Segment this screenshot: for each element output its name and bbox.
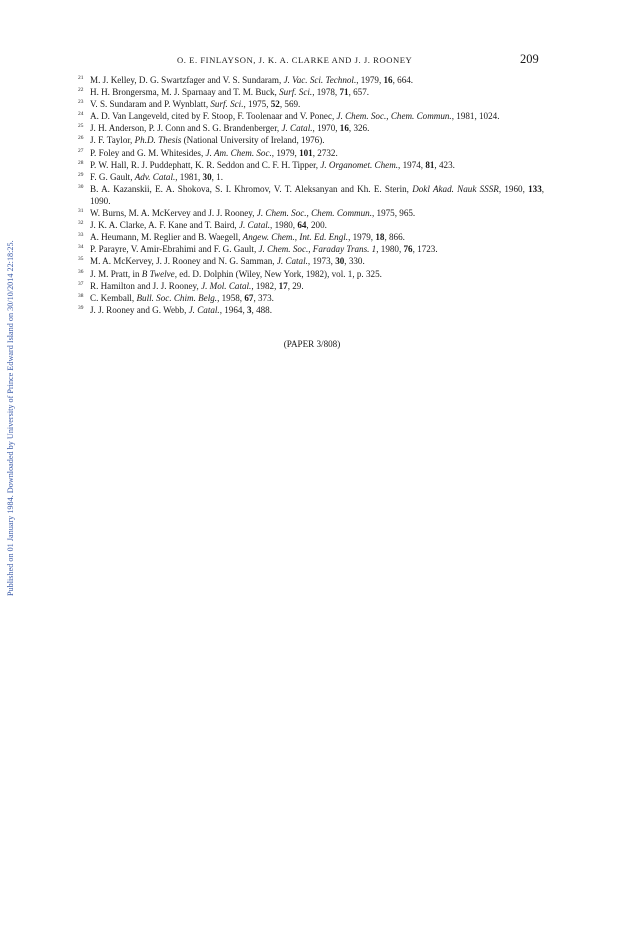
reference-text: , 1979, bbox=[271, 147, 300, 158]
volume-number: 81 bbox=[425, 159, 435, 170]
reference-38 bbox=[78, 292, 544, 304]
download-notice bbox=[2, 126, 20, 596]
journal-title: J. Catal. bbox=[281, 123, 313, 134]
volume-number: 71 bbox=[339, 87, 349, 98]
reference-text: , 1723. bbox=[412, 244, 438, 255]
reference-25 bbox=[78, 122, 544, 134]
reference-text: , 1974, bbox=[398, 159, 426, 170]
reference-number: 25 bbox=[78, 123, 84, 130]
reference-text: F. G. Gault, bbox=[90, 171, 135, 182]
volume-number: 16 bbox=[383, 75, 393, 85]
reference-text: , 1090. bbox=[90, 183, 545, 206]
journal-title: B Twelve bbox=[141, 268, 175, 279]
reference-text: A. D. Van Langeveld, cited by F. Stoop, F. Toolenaar and V. Ponec, bbox=[90, 111, 337, 122]
reference-29 bbox=[78, 171, 544, 183]
reference-text: , 1981, 1024. bbox=[451, 111, 500, 122]
reference-list bbox=[78, 74, 544, 316]
reference-text: R. Hamilton and J. J. Rooney, bbox=[90, 280, 202, 291]
journal-title: Dokl Akad. Nauk SSSR bbox=[412, 183, 499, 194]
reference-35 bbox=[78, 255, 544, 267]
reference-22 bbox=[78, 86, 544, 98]
page-number: 209 bbox=[520, 52, 539, 66]
reference-21 bbox=[78, 74, 544, 86]
reference-text: J. J. Rooney and G. Webb, bbox=[90, 304, 189, 315]
reference-text: C. Kemball, bbox=[90, 292, 137, 303]
reference-text: J. F. Taylor, bbox=[90, 135, 135, 146]
reference-number: 22 bbox=[78, 87, 84, 94]
reference-31 bbox=[78, 207, 544, 219]
reference-number: 34 bbox=[78, 244, 84, 251]
reference-text: , 1970, bbox=[312, 123, 340, 134]
reference-text: H. H. Brongersma, M. J. Sparnaay and T. M. Buck, bbox=[90, 87, 280, 98]
reference-number: 36 bbox=[78, 268, 84, 275]
reference-text: , 1. bbox=[211, 171, 223, 182]
reference-text: , 488. bbox=[251, 304, 272, 315]
volume-number: 67 bbox=[244, 292, 254, 303]
running-head-authors: O. E. FINLAYSON, J. K. A. CLARKE AND J. J. ROONEY bbox=[177, 55, 413, 65]
reference-text: , 569. bbox=[279, 99, 301, 110]
reference-number: 37 bbox=[78, 280, 84, 287]
reference-text: J. H. Anderson, P. J. Conn and S. G. Brandenberger, bbox=[90, 123, 282, 134]
reference-text: , 1981, bbox=[175, 171, 203, 182]
reference-text: , 657. bbox=[348, 87, 370, 98]
paper-code: (PAPER 3/808) bbox=[283, 339, 341, 349]
reference-text: , 1980, bbox=[376, 244, 404, 255]
reference-text: M. J. Kelley, D. G. Swartzfager and V. S. Sundaram, bbox=[90, 75, 284, 85]
volume-number: 17 bbox=[278, 280, 288, 291]
reference-text: , 330. bbox=[344, 256, 365, 267]
journal-title: Adv. Catal. bbox=[134, 171, 176, 182]
reference-number: 28 bbox=[78, 159, 84, 166]
volume-number: 30 bbox=[202, 171, 212, 182]
reference-text: , 1980, bbox=[270, 220, 298, 231]
journal-title: J. Vac. Sci. Technol. bbox=[283, 75, 357, 85]
reference-text: , 1960, bbox=[498, 183, 529, 194]
reference-text: , 1978, bbox=[312, 87, 340, 98]
reference-text: P. W. Hall, R. J. Puddephatt, K. R. Seddon and C. F. H. Tipper, bbox=[90, 159, 321, 170]
journal-title: J. Catal. bbox=[238, 220, 271, 231]
journal-title: J. Mol. Catal. bbox=[201, 280, 252, 291]
reference-27 bbox=[78, 147, 544, 159]
reference-text: , 1958, bbox=[217, 292, 245, 303]
reference-text: V. S. Sundaram and P. Wynblatt, bbox=[90, 99, 211, 110]
journal-title: J. Catal. bbox=[188, 304, 220, 315]
journal-title: Angew. Chem., Int. Ed. Engl. bbox=[242, 232, 349, 243]
reference-text: W. Burns, M. A. McKervey and J. J. Rooney, bbox=[90, 208, 257, 219]
volume-number: 64 bbox=[297, 220, 307, 231]
reference-text: , 200. bbox=[306, 220, 327, 231]
reference-text: P. Parayre, V. Amir-Ebrahimi and F. G. Gault, bbox=[90, 244, 259, 255]
reference-text: , 1975, bbox=[243, 99, 271, 110]
volume-number: 52 bbox=[270, 99, 280, 110]
reference-text: , 1964, bbox=[219, 304, 247, 315]
reference-23 bbox=[78, 98, 544, 110]
reference-text: (National University of Ireland, 1976). bbox=[181, 135, 325, 146]
volume-number: 3 bbox=[246, 304, 252, 315]
volume-number: 18 bbox=[375, 232, 385, 243]
reference-number: 21 bbox=[78, 75, 84, 81]
reference-number: 33 bbox=[78, 232, 84, 239]
volume-number: 133 bbox=[528, 183, 542, 194]
reference-text: , 1979, bbox=[348, 232, 376, 243]
reference-text: M. A. McKervey, J. J. Rooney and N. G. Samman, bbox=[90, 256, 277, 267]
reference-text: , 2732. bbox=[312, 147, 338, 158]
reference-number: 29 bbox=[78, 171, 84, 178]
reference-text: A. Heumann, M. Reglier and B. Waegell, bbox=[90, 232, 243, 243]
reference-39 bbox=[78, 304, 544, 316]
journal-title: J. Chem. Soc., Faraday Trans. 1 bbox=[258, 244, 377, 255]
reference-text: , 664. bbox=[392, 75, 414, 85]
reference-text: J. M. Pratt, in bbox=[90, 268, 142, 279]
reference-number: 30 bbox=[78, 183, 84, 190]
reference-30 bbox=[78, 183, 544, 207]
reference-text: , 1975, 965. bbox=[371, 208, 416, 219]
reference-number: 39 bbox=[78, 304, 84, 311]
reference-36 bbox=[78, 268, 544, 280]
reference-text: J. K. A. Clarke, A. F. Kane and T. Baird, bbox=[90, 220, 239, 231]
reference-26 bbox=[78, 134, 544, 146]
reference-text: , 373. bbox=[253, 292, 274, 303]
journal-title: J. Chem. Soc., Chem. Commun. bbox=[256, 208, 372, 219]
reference-32 bbox=[78, 219, 544, 231]
reference-number: 23 bbox=[78, 99, 84, 106]
journal-title: J. Organomet. Chem. bbox=[320, 159, 399, 170]
reference-24 bbox=[78, 110, 544, 122]
reference-text: , 866. bbox=[384, 232, 405, 243]
journal-title: Surf. Sci. bbox=[210, 99, 244, 110]
reference-text: , 1979, bbox=[356, 75, 384, 85]
reference-text: , 423. bbox=[434, 159, 455, 170]
reference-text: P. Foley and G. M. Whitesides, bbox=[90, 147, 206, 158]
reference-number: 35 bbox=[78, 256, 84, 263]
reference-number: 31 bbox=[78, 208, 84, 215]
volume-number: 16 bbox=[339, 123, 349, 134]
reference-text: B. A. Kazanskii, E. A. Shokova, S. I. Khromov, V. T. Aleksanyan and Kh. E. Sterin, bbox=[90, 183, 413, 194]
reference-text: , ed. D. Dolphin (Wiley, New York, 1982), vol. 1, p. 325. bbox=[174, 268, 382, 279]
reference-37 bbox=[78, 280, 544, 292]
reference-text: , 1973, bbox=[307, 256, 336, 267]
journal-title: J. Catal. bbox=[276, 256, 308, 267]
reference-33 bbox=[78, 231, 544, 243]
reference-number: 27 bbox=[78, 147, 84, 154]
volume-number: 76 bbox=[403, 244, 413, 255]
reference-number: 26 bbox=[78, 135, 84, 142]
journal-title: Bull. Soc. Chim. Belg. bbox=[136, 292, 218, 303]
journal-title: Surf. Sci. bbox=[279, 87, 313, 98]
volume-number: 30 bbox=[335, 256, 345, 267]
journal-title: J. Am. Chem. Soc. bbox=[205, 147, 272, 158]
reference-number: 38 bbox=[78, 292, 84, 299]
journal-title: Ph.D. Thesis bbox=[134, 135, 182, 146]
running-head bbox=[0, 52, 624, 70]
reference-text: , 1982, bbox=[251, 280, 279, 291]
reference-28 bbox=[78, 159, 544, 171]
reference-text: , 29. bbox=[287, 280, 304, 291]
download-notice-text: Published on 01 January 1984. Downloaded by University of Prince Edward Island on 30/10/2014 22:18:25. bbox=[6, 240, 15, 596]
volume-number: 101 bbox=[299, 147, 313, 158]
reference-number: 32 bbox=[78, 220, 84, 227]
reference-number: 24 bbox=[78, 111, 84, 118]
reference-34 bbox=[78, 243, 544, 255]
journal-title: J. Chem. Soc., Chem. Commun. bbox=[336, 111, 452, 122]
reference-text: , 326. bbox=[348, 123, 370, 134]
